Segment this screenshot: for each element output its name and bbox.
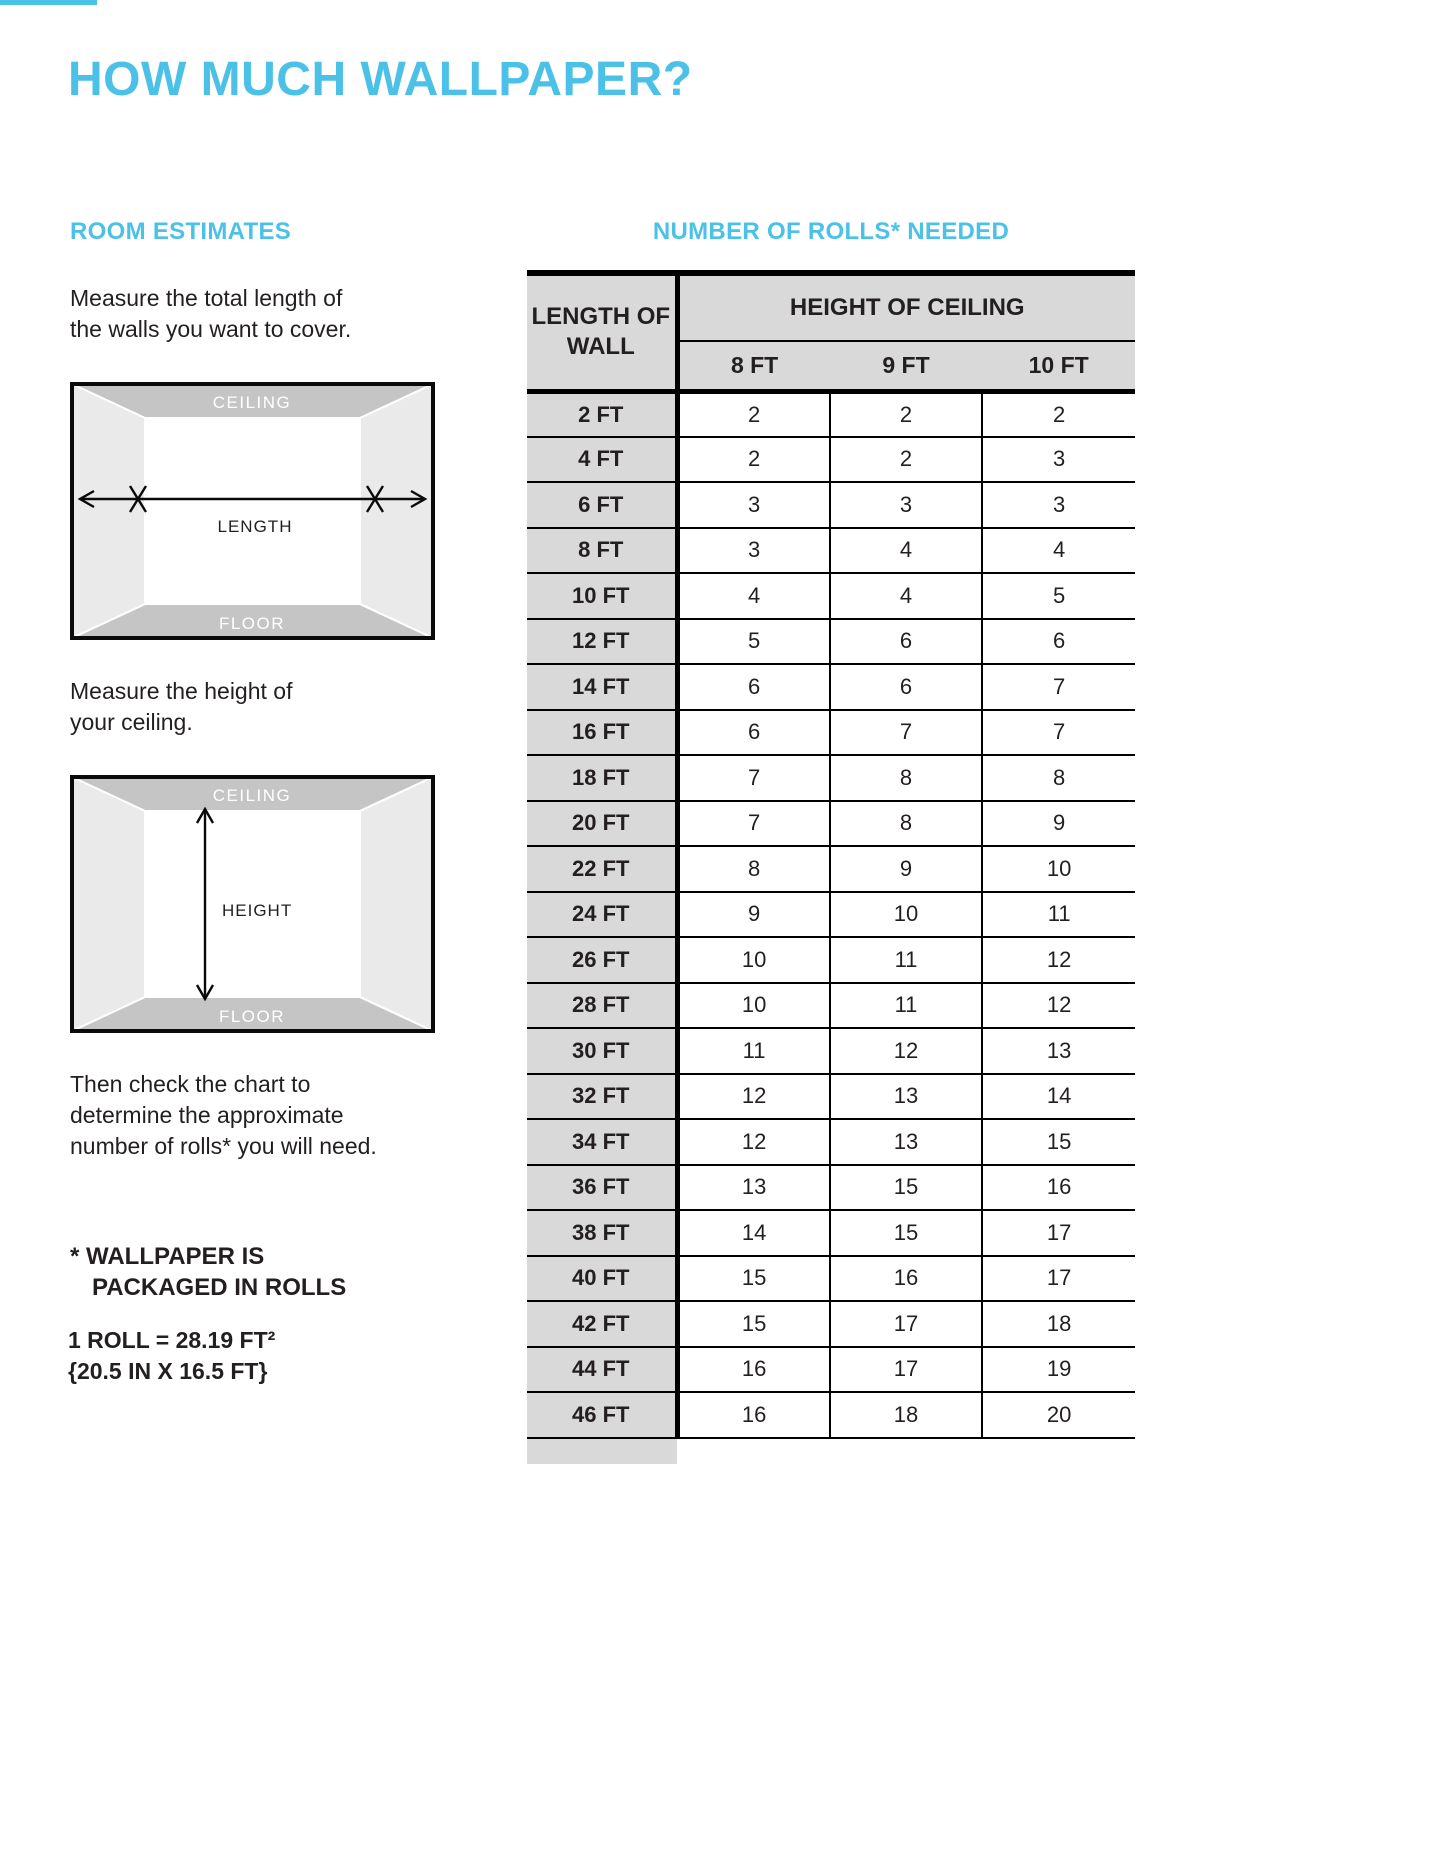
table-row — [527, 1347, 1135, 1393]
rolls-count-cell: 17 — [982, 1210, 1135, 1256]
rolls-count-cell: 10 — [830, 892, 983, 938]
wall-length-cell: 38 FT — [527, 1210, 677, 1256]
rolls-count-cell: 6 — [982, 619, 1135, 665]
rolls-count-cell: 7 — [830, 710, 983, 756]
right-wall — [360, 384, 433, 638]
step2-text — [70, 676, 292, 738]
rolls-count-cell: 2 — [830, 391, 983, 437]
rolls-count-cell: 16 — [830, 1256, 983, 1302]
col-header-8ft: 8 FT — [677, 341, 830, 391]
table-row — [527, 437, 1135, 483]
wall-length-cell: 8 FT — [527, 528, 677, 574]
table-row — [527, 1119, 1135, 1165]
length-label: LENGTH — [217, 517, 293, 536]
rolls-count-cell: 3 — [982, 482, 1135, 528]
rolls-count-cell: 6 — [677, 664, 830, 710]
rolls-count-cell: 7 — [677, 801, 830, 847]
wall-length-cell: 6 FT — [527, 482, 677, 528]
rolls-count-cell: 4 — [677, 573, 830, 619]
rolls-table-body — [527, 391, 1135, 1438]
rolls-needed-heading: NUMBER OF ROLLS* NEEDED — [652, 218, 1010, 245]
rolls-count-cell: 13 — [677, 1165, 830, 1211]
rolls-count-cell: 12 — [982, 983, 1135, 1029]
wall-length-cell: 10 FT — [527, 573, 677, 619]
wall-length-cell: 14 FT — [527, 664, 677, 710]
table-row — [527, 1028, 1135, 1074]
wall-length-cell: 2 FT — [527, 391, 677, 437]
text-line: * WALLPAPER IS — [70, 1243, 265, 1270]
text-line: the walls you want to cover. — [70, 316, 352, 342]
table-row — [527, 983, 1135, 1029]
rolls-count-cell: 15 — [677, 1301, 830, 1347]
left-wall — [72, 384, 145, 638]
rolls-count-cell: 2 — [982, 391, 1135, 437]
wall-length-cell: 18 FT — [527, 755, 677, 801]
rolls-count-cell: 15 — [677, 1256, 830, 1302]
table-row — [527, 482, 1135, 528]
col-header-10ft: 10 FT — [982, 341, 1135, 391]
rolls-count-cell: 3 — [982, 437, 1135, 483]
wall-length-cell: 36 FT — [527, 1165, 677, 1211]
table-row — [527, 1074, 1135, 1120]
rolls-count-cell: 7 — [982, 664, 1135, 710]
rolls-count-cell: 7 — [677, 755, 830, 801]
rolls-count-cell: 12 — [982, 937, 1135, 983]
table-row — [527, 573, 1135, 619]
wall-length-cell: 26 FT — [527, 937, 677, 983]
table-row — [527, 1392, 1135, 1438]
wall-length-cell: 24 FT — [527, 892, 677, 938]
right-wall — [360, 777, 433, 1031]
rolls-count-cell: 12 — [830, 1028, 983, 1074]
wall-length-cell: 22 FT — [527, 846, 677, 892]
rolls-count-cell: 10 — [677, 983, 830, 1029]
wall-length-cell: 40 FT — [527, 1256, 677, 1302]
text-line: Measure the total length of — [70, 285, 343, 311]
wall-length-cell: 16 FT — [527, 710, 677, 756]
text-line: {20.5 IN X 16.5 FT} — [68, 1358, 268, 1384]
rolls-count-cell: 4 — [830, 573, 983, 619]
rolls-count-cell: 7 — [982, 710, 1135, 756]
rolls-count-cell: 9 — [830, 846, 983, 892]
wall-length-cell: 12 FT — [527, 619, 677, 665]
rolls-count-cell: 11 — [982, 892, 1135, 938]
rolls-table — [527, 270, 1135, 1464]
text-line: number of rolls* you will need. — [70, 1133, 377, 1159]
table-row — [527, 846, 1135, 892]
rolls-count-cell: 10 — [982, 846, 1135, 892]
rolls-count-cell: 15 — [830, 1165, 983, 1211]
table-footer-strip — [527, 1438, 1135, 1464]
text-line: 1 ROLL = 28.19 FT² — [68, 1327, 276, 1353]
rolls-count-cell: 18 — [830, 1392, 983, 1438]
gray-column-tail — [527, 1438, 677, 1464]
step3-text — [70, 1069, 377, 1162]
wall-length-cell: 30 FT — [527, 1028, 677, 1074]
rolls-count-cell: 12 — [677, 1074, 830, 1120]
wall-length-cell: 4 FT — [527, 437, 677, 483]
rolls-table-wrap — [527, 270, 1135, 1464]
rolls-count-cell: 17 — [830, 1301, 983, 1347]
left-wall — [72, 777, 145, 1031]
rolls-count-cell: 6 — [677, 710, 830, 756]
wall-length-cell: 34 FT — [527, 1119, 677, 1165]
wall-length-cell: 32 FT — [527, 1074, 677, 1120]
table-row — [527, 710, 1135, 756]
table-row — [527, 937, 1135, 983]
table-row — [527, 1165, 1135, 1211]
rolls-count-cell: 3 — [677, 528, 830, 574]
rolls-count-cell: 2 — [677, 391, 830, 437]
wall-length-cell: 44 FT — [527, 1347, 677, 1393]
rolls-count-cell: 18 — [982, 1301, 1135, 1347]
footer-empty-cell — [677, 1438, 1135, 1464]
rolls-count-cell: 8 — [982, 755, 1135, 801]
rolls-count-cell: 13 — [982, 1028, 1135, 1074]
page-title: HOW MUCH WALLPAPER? — [68, 53, 693, 106]
text-line: Measure the height of — [70, 678, 293, 704]
rolls-count-cell: 2 — [677, 437, 830, 483]
rolls-count-cell: 5 — [677, 619, 830, 665]
rolls-count-cell: 13 — [830, 1119, 983, 1165]
length-diagram — [70, 382, 435, 640]
ceiling-label: CEILING — [212, 393, 292, 412]
table-row — [527, 1210, 1135, 1256]
rolls-count-cell: 8 — [830, 801, 983, 847]
rolls-count-cell: 8 — [677, 846, 830, 892]
table-row — [527, 1301, 1135, 1347]
table-row — [527, 391, 1135, 437]
table-row — [527, 619, 1135, 665]
rolls-count-cell: 14 — [677, 1210, 830, 1256]
rolls-count-cell: 8 — [830, 755, 983, 801]
height-label: HEIGHT — [222, 901, 293, 920]
height-diagram — [70, 775, 435, 1033]
table-row — [527, 664, 1135, 710]
table-row — [527, 801, 1135, 847]
roll-size-spec — [68, 1325, 275, 1387]
floor-label: FLOOR — [218, 1007, 286, 1026]
rolls-count-cell: 9 — [982, 801, 1135, 847]
rolls-count-cell: 13 — [830, 1074, 983, 1120]
rolls-count-cell: 16 — [982, 1165, 1135, 1211]
room-estimates-heading: ROOM ESTIMATES — [70, 218, 292, 245]
rolls-count-cell: 6 — [830, 664, 983, 710]
rolls-count-cell: 16 — [677, 1347, 830, 1393]
wall-length-cell: 20 FT — [527, 801, 677, 847]
col-header-9ft: 9 FT — [830, 341, 983, 391]
wall-length-cell: 42 FT — [527, 1301, 677, 1347]
text-line: PACKAGED IN ROLLS — [92, 1274, 347, 1301]
page-top-accent-bar — [0, 0, 97, 5]
table-row — [527, 528, 1135, 574]
floor-label: FLOOR — [218, 614, 286, 633]
rolls-footnote — [70, 1241, 346, 1303]
table-row — [527, 1256, 1135, 1302]
rolls-count-cell: 5 — [982, 573, 1135, 619]
table-header-row — [527, 273, 1135, 341]
rolls-count-cell: 6 — [830, 619, 983, 665]
step1-text — [70, 283, 351, 345]
rolls-count-cell: 3 — [677, 482, 830, 528]
ceiling-label: CEILING — [212, 786, 292, 805]
rolls-count-cell: 2 — [830, 437, 983, 483]
wall-length-cell: 46 FT — [527, 1392, 677, 1438]
rolls-count-cell: 19 — [982, 1347, 1135, 1393]
text-line: Then check the chart to — [70, 1071, 311, 1097]
rolls-count-cell: 4 — [830, 528, 983, 574]
length-of-wall-header: LENGTH OF WALL — [527, 273, 677, 391]
rolls-count-cell: 3 — [830, 482, 983, 528]
table-row — [527, 892, 1135, 938]
rolls-count-cell: 14 — [982, 1074, 1135, 1120]
rolls-count-cell: 17 — [830, 1347, 983, 1393]
height-of-ceiling-header: HEIGHT OF CEILING — [677, 273, 1135, 341]
rolls-count-cell: 11 — [677, 1028, 830, 1074]
table-row — [527, 755, 1135, 801]
text-line: your ceiling. — [70, 709, 193, 735]
rolls-count-cell: 15 — [982, 1119, 1135, 1165]
rolls-count-cell: 15 — [830, 1210, 983, 1256]
rolls-count-cell: 11 — [830, 937, 983, 983]
rolls-count-cell: 12 — [677, 1119, 830, 1165]
rolls-count-cell: 20 — [982, 1392, 1135, 1438]
rolls-count-cell: 11 — [830, 983, 983, 1029]
text-line: determine the approximate — [70, 1102, 344, 1128]
wall-length-cell: 28 FT — [527, 983, 677, 1029]
rolls-count-cell: 10 — [677, 937, 830, 983]
rolls-count-cell: 16 — [677, 1392, 830, 1438]
rolls-count-cell: 17 — [982, 1256, 1135, 1302]
rolls-count-cell: 9 — [677, 892, 830, 938]
rolls-count-cell: 4 — [982, 528, 1135, 574]
